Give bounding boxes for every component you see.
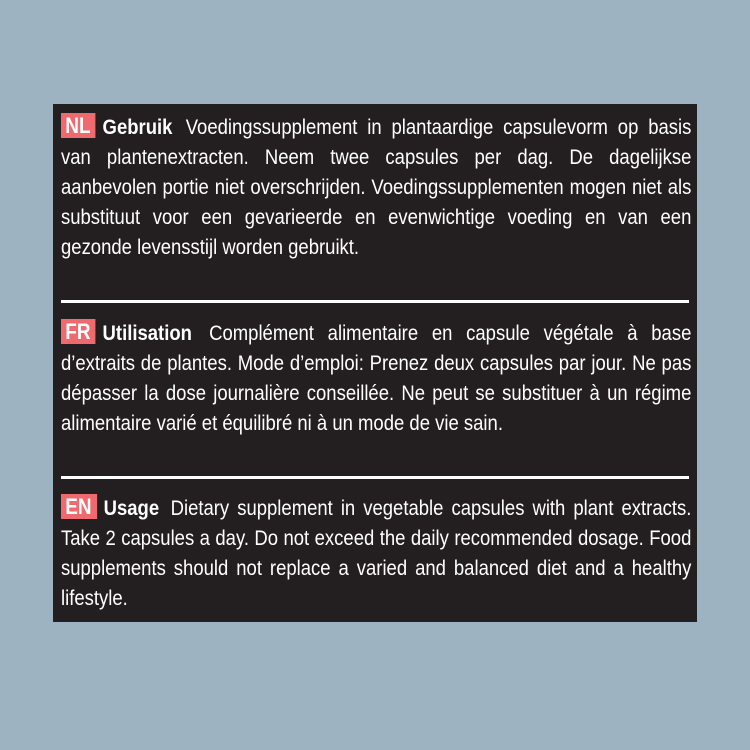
section-nl [61, 112, 691, 262]
lang-badge-nl: NL [61, 113, 96, 138]
section-text-nl: Voedingssupplement in plantaardige capsulevorm op basis van plantenextracten. Neem twee capsules per dag. De dagelijkse aanbevolen portie niet overschrijden. Voedingssupplementen mogen niet als substituut voor een gevarieerde en evenwichtige voeding en van een gezonde levensstijl worden gebruikt. [61, 115, 692, 259]
section-text-en: Dietary supplement in vegetable capsules with plant extracts. Take 2 capsules a day. Do not exceed the daily recommended dosage. Food supplements should not replace a varied and balanced diet and a healthy lifestyle. [61, 496, 692, 610]
section-heading-en: Usage [103, 496, 160, 520]
lang-badge-en: EN [61, 494, 97, 519]
section-divider [61, 300, 689, 303]
section-text-fr: Complément alimentaire en capsule végétale à base d’extraits de plantes. Mode d’emploi: Prenez deux capsules par jour. Ne pas dépasser la dose journalière conseillée. Ne peut se substituer à un régime alimentaire varié et équilibré ni à un mode de vie sain. [61, 321, 692, 435]
section-divider [61, 476, 689, 479]
lang-badge-fr: FR [61, 319, 96, 344]
usage-label-panel [53, 104, 697, 622]
section-heading-fr: Utilisation [102, 321, 192, 345]
section-en [61, 493, 691, 613]
section-heading-nl: Gebruik [102, 115, 173, 139]
section-fr [61, 318, 691, 438]
